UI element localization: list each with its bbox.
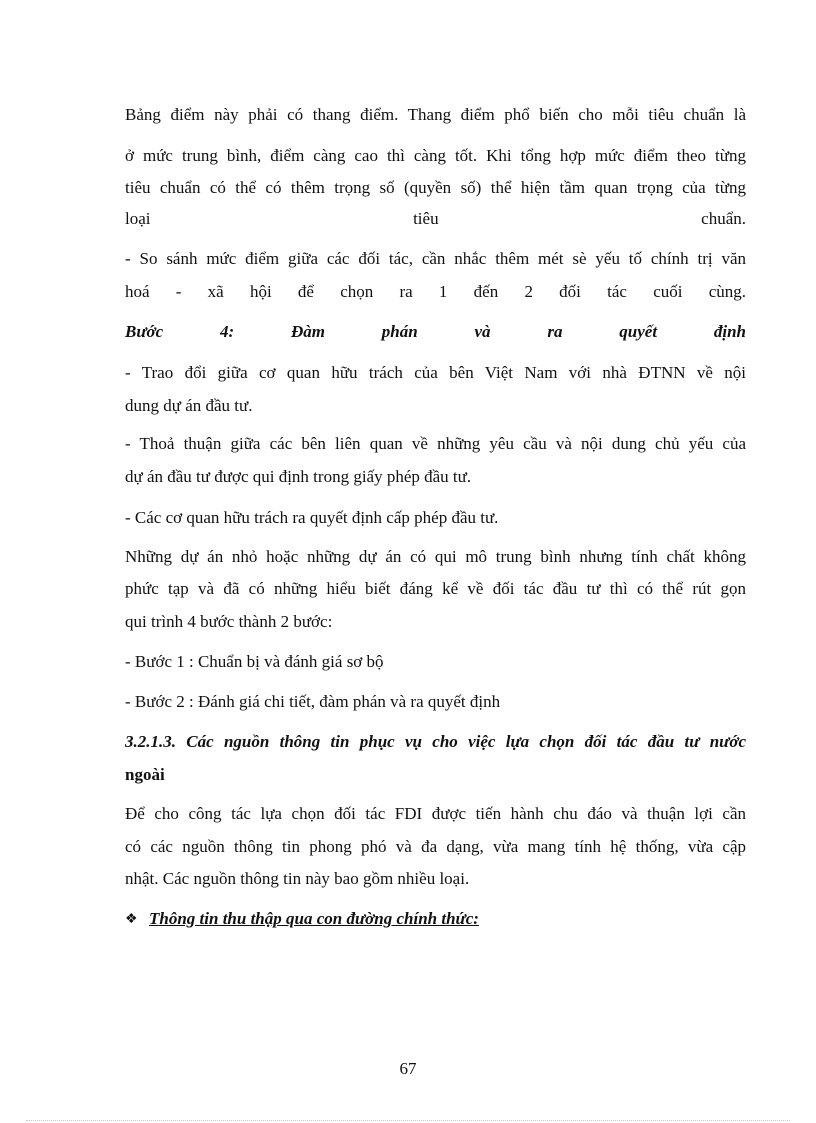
diamond-bullet-icon: ❖ [125,912,138,927]
paragraph-line: tiêu chuẩn có thể có thêm trọng số (quyền số) thể hiện tầm quan trọng của từng [125,178,746,197]
paragraph-line: qui trình 4 bước thành 2 bước: [125,612,333,631]
page-bottom-divider [26,1120,790,1121]
list-item: - Bước 2 : Đánh giá chi tiết, đàm phán và ra quyết định [125,692,501,711]
section-heading-continuation: ngoài [125,765,165,784]
list-item: - So sánh mức điểm giữa các đối tác, cần nhắc thêm mét sè yếu tố chính trị văn [125,249,746,268]
step-heading: Bước 4: Đàm phán và ra quyết định [125,322,746,341]
paragraph-line: ở mức trung bình, điểm càng cao thì càng tốt. Khi tổng hợp mức điểm theo từng [125,146,746,165]
paragraph-line: Bảng điểm này phải có thang điểm. Thang điểm phổ biến cho mỗi tiêu chuẩn là [125,105,746,124]
list-item: - Thoả thuận giữa các bên liên quan về những yêu cầu và nội dung chủ yếu của [125,434,746,453]
list-item: - Các cơ quan hữu trách ra quyết định cấp phép đầu tư. [125,508,499,527]
page-number: 67 [399,1059,417,1078]
list-item-continuation: hoá - xã hội để chọn ra 1 đến 2 đối tác cuối cùng. [125,282,746,301]
list-item-continuation: dung dự án đầu tư. [125,396,253,415]
list-item: - Trao đổi giữa cơ quan hữu trách của bên Việt Nam với nhà ĐTNN về nội [125,363,746,382]
list-item: - Bước 1 : Chuẩn bị và đánh giá sơ bộ [125,652,384,671]
paragraph-line: Những dự án nhỏ hoặc những dự án có qui mô trung bình nhưng tính chất không [125,547,746,566]
paragraph-line: nhật. Các nguồn thông tin này bao gồm nhiều loại. [125,869,470,888]
subsection-heading: Thông tin thu thập qua con đường chính thức: [149,909,479,928]
list-item-continuation: dự án đầu tư được qui định trong giấy phép đầu tư. [125,467,472,486]
paragraph-line: có các nguồn thông tin phong phó và đa dạng, vừa mang tính hệ thống, vừa cập [125,837,746,856]
section-heading: 3.2.1.3. Các nguồn thông tin phục vụ cho việc lựa chọn đối tác đầu tư nước [125,732,746,751]
paragraph-line: phức tạp và đã có những hiểu biết đáng kể về đối tác đầu tư thì có thể rút gọn [125,579,746,598]
paragraph-line: loại tiêu chuẩn. [125,209,746,228]
paragraph-line: Để cho công tác lựa chọn đối tác FDI được tiến hành chu đáo và thuận lợi cần [125,804,746,823]
